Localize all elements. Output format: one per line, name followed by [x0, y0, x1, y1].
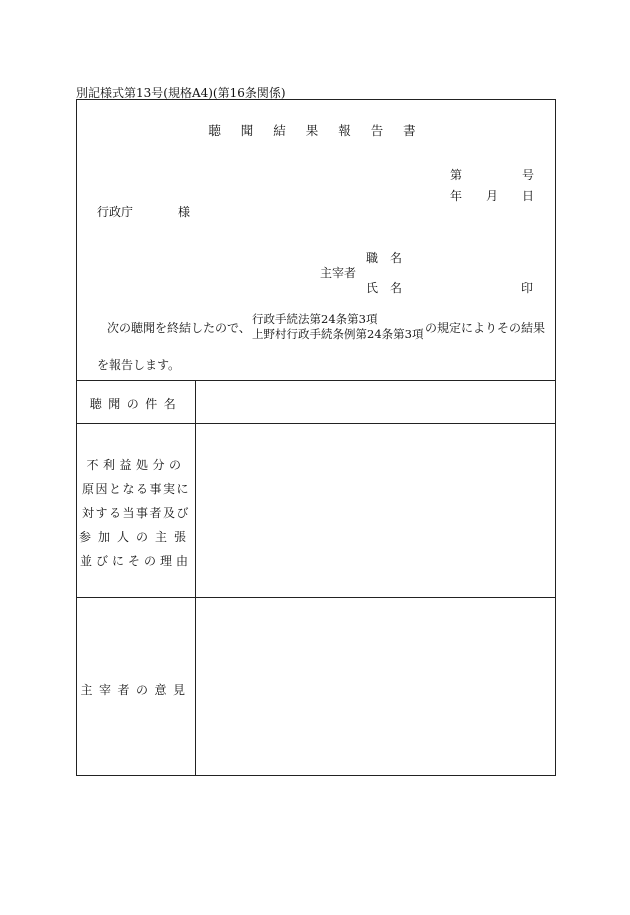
facts-label-line: 原因となる事実に [81, 482, 190, 496]
month-label: 月 [486, 189, 499, 203]
facts-label-line: 不利益処分の [86, 458, 186, 472]
document-title: 聴 聞 結 果 報 告 書 [208, 123, 424, 138]
year-label: 年 [450, 189, 463, 203]
report-form [76, 99, 556, 776]
case-name-field[interactable] [196, 381, 555, 423]
facts-label-line: 対する当事者及び [81, 506, 190, 520]
opinion-label: 主宰者の意見 [80, 683, 192, 697]
body-intro: 次の聴聞を終結したので、 [107, 321, 251, 335]
facts-label [77, 453, 195, 573]
seal-mark: 印 [521, 281, 534, 295]
number-suffix: 号 [522, 168, 535, 182]
honorific: 様 [178, 205, 191, 219]
number-label: 第 [450, 168, 463, 182]
opinion-field[interactable] [196, 598, 555, 775]
law-reference-2: 上野村行政手続条例第24条第3項 [252, 327, 424, 341]
presider-role: 主宰者 [320, 266, 357, 280]
day-label: 日 [522, 189, 535, 203]
form-caption: 別記様式第13号(規格A4)(第16条関係) [76, 86, 286, 100]
body-after: の規定によりその結果 [425, 321, 546, 335]
presider-title-label: 職 名 [366, 251, 403, 265]
law-reference-1: 行政手続法第24条第3項 [252, 312, 378, 326]
facts-label-line: 並びにその理由 [79, 554, 192, 568]
body-closing: を報告します。 [97, 358, 181, 372]
addressee: 行政庁 [97, 205, 134, 219]
facts-label-line: 参加人の主張 [78, 530, 193, 544]
facts-field[interactable] [196, 424, 555, 597]
presider-name-label: 氏 名 [366, 281, 403, 295]
case-name-label: 聴聞の件名 [89, 397, 183, 411]
